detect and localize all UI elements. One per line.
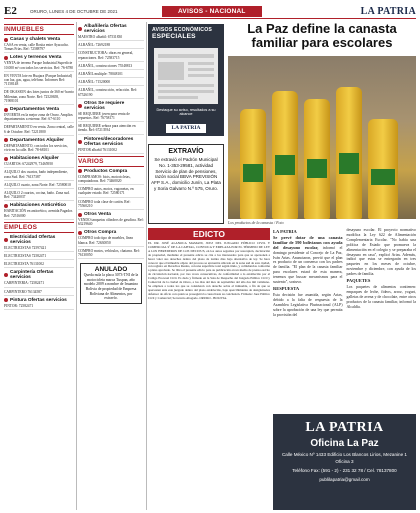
- classified-ad: ALQUILO cuarto, zona Norte. Ref: 72580010: [4, 183, 74, 189]
- article-headline: La Paz define la canasta familiar para escolares: [247, 21, 397, 50]
- subcategory-label: Departamentos Venta: [10, 107, 60, 113]
- classified-ad: HABITACIÓN en anticrético, avenida Pagador. Ref: 72516000: [4, 209, 74, 219]
- bullet-icon: [4, 204, 8, 208]
- category-header: VARIOS: [78, 156, 144, 167]
- article-text: informó el domingo presidente al Concejo de La Paz, Iván Arias. Anunciaron, previó que el plan es producto de un consenso con los padres de familia. "El plan de la canasta familiar para escolares estará de esta manera, tenemos que buscar mecanismos para el sustento", sostuvo.: [273, 245, 343, 285]
- office-logo: LA PATRIA: [305, 420, 384, 435]
- subcategory-header: [4, 138, 74, 143]
- classified-ad: COMPRO autos, motos, vagonetas, en cualquier estado. Ref: 72580171: [78, 187, 144, 197]
- oil-bottle-image: [336, 87, 362, 219]
- edicto-notice: [148, 228, 270, 510]
- subcategory-label: Lotes y terrenos Venta: [10, 55, 62, 61]
- subcategory-label: Pintores/decoradores Ofertas servicios: [84, 136, 134, 147]
- classified-ad: VENDO tanquetas cilindros de gasolina. Ref: 63219640: [78, 218, 144, 228]
- subcategory-label: Departamentos Alquiler: [10, 137, 64, 143]
- subcategory-header: [4, 37, 74, 42]
- subcategory-label: Habitaciones Anticrético: [10, 203, 67, 209]
- classified-ad: CONSTRUCTORA: obras en general, reparaciones. Ref: 72583715: [78, 51, 144, 61]
- office-phone: Teléfono Fax: (591 - 2) - 231 32 78 / Cel. 78137800: [292, 468, 397, 473]
- subcategory-label: Productos Compra: [84, 168, 128, 174]
- classified-ad: COMPRO todo tipo de muebles, línea blanca. Ref: 72630050: [78, 236, 144, 246]
- subcategory-label: Casas y chalets Venta: [10, 37, 61, 42]
- subcategory-label: Habitaciones Alquiler: [10, 156, 59, 162]
- classifieds-column-1: [4, 22, 74, 510]
- extravio-notice: [148, 144, 224, 224]
- bullet-icon: [78, 213, 82, 217]
- classified-ad: ALQUILO 2 cuartos, cocina, baño. Zona sud. Ref: 73420037: [4, 191, 74, 201]
- page-number: E2: [4, 5, 17, 17]
- promo-line-1: AVISOS ECONÓMICOS: [152, 27, 213, 33]
- subcategory-label: Pintura Ofertas servicios: [10, 297, 67, 303]
- classified-ad: ELECTRICISTAS 72582471: [4, 254, 74, 260]
- classified-ad: INVIERTA en la mejor zona de Oruro. Amplios departamentos a estrenar. Ref: 67-6110: [4, 113, 74, 123]
- classified-ad: ALQUILO dos cuartos, baño independiente, zona Sud. Ref: 76137387: [4, 170, 74, 180]
- article-text: desayuno escolar. El proyecto normativo modifica la Ley 622 de Alimentación Complementaria Escolar. "No había una política de Estado que promueva la alimentación en el colegio y se preparaba el desayuno en casa", explicó Arias. Además, indicó que estas se entregarán en tres paquetes en los meses de octubre, noviembre y diciembre, con ayuda de los padres de familia.: [346, 228, 416, 277]
- bullet-icon: [78, 140, 82, 144]
- article-source: LA PATRIA: [273, 229, 297, 234]
- office-email: publilapatria@gmail.com: [319, 476, 370, 482]
- subcategory-header: [4, 203, 74, 208]
- subcategory-header: [78, 137, 144, 147]
- subcategory-header: [4, 55, 74, 60]
- classified-ad: PINTOR albañil 76131002: [78, 148, 144, 154]
- column-divider: [76, 22, 77, 510]
- article-lead: Se prevé dotar de una canasta familiar de 590 bolivianos con ayuda del desayuno escolar,: [273, 234, 343, 250]
- bullet-icon: [4, 298, 8, 302]
- subcategory-label: Otros Venta: [84, 212, 111, 218]
- bullet-icon: [4, 273, 8, 277]
- subcategory-label: Otros Se requiere servicios: [84, 100, 125, 111]
- section-label: AVISOS - NACIONAL: [162, 6, 262, 17]
- classified-ad: COMPRO motos, vehículos, chatarra. Ref: 76130050: [78, 249, 144, 259]
- classified-ad: COMPRO toda clase de cartón. Ref: 75560210: [78, 200, 144, 210]
- promo-caption: Destaque su aviso, resultados a su alcance: [156, 108, 216, 116]
- subcategory-label: Albañilería Ofertas servicios: [84, 24, 127, 34]
- subcategory-header: [78, 230, 144, 235]
- bullet-icon: [4, 38, 8, 42]
- classified-ad: CARPINTERO 76134587: [4, 290, 74, 296]
- article-text: Los paquetes de alimentos contienen: empaques de leche, fideos, arroz, yogurt, galletas de avena y de chocolate, entre otros productos de la canasta familiar, informó la Alcaldía.: [346, 284, 416, 309]
- edicto-title: EDICTO: [148, 228, 270, 240]
- oil-bottle-image: [368, 119, 398, 219]
- article-column-1: [273, 228, 343, 414]
- extravio-title: EXTRAVÍO: [168, 148, 204, 155]
- page-date: ORURO, LUNES 4 DE OCTUBRE DE 2021: [30, 8, 118, 14]
- column-divider: [146, 22, 147, 510]
- article-subhead: RESPUESTA: [273, 285, 300, 291]
- article-photo: [228, 56, 416, 219]
- bullet-icon: [78, 27, 82, 31]
- subcategory-header: [4, 235, 74, 245]
- classified-ad: CUARTOS: 67242979, 73465950: [4, 162, 74, 168]
- office-title: Oficina La Paz: [310, 438, 379, 449]
- classifieds-column-2: [78, 22, 144, 510]
- anulado-body: Queda nula la placa 3073-TNI de la motocicleta marca Tuxpan, año modelo 2009 a nombre de Irsumino Bolivia de propiedad de Empresa Boliviana de Alimentos, por extravío.: [83, 273, 139, 301]
- classifieds-promo: [148, 24, 224, 136]
- classified-ad: CARPINTERIA: 72582471: [4, 281, 74, 287]
- classified-ad: VENTA de terreno Parque Industrial Superficie 10.000 m² con todos los servicios. Ref: 76-6780: [4, 61, 74, 71]
- bullet-icon: [78, 231, 82, 235]
- bullet-icon: [4, 238, 8, 242]
- classified-ad: ALBAÑIL: 72692188: [78, 43, 144, 49]
- subcategory-header: [78, 212, 144, 217]
- bullet-icon: [78, 169, 82, 173]
- classified-ad: ALBAÑIL multiple: 78048101: [78, 72, 144, 78]
- classified-ad: SE REQUIERE joven para venta de repuestos. Ref: 76758171: [78, 112, 144, 122]
- edicto-text: EL DR. JOSÉ ALANOCA MAMANI, JUEZ DEL JUZGADO PÚBLICO CIVIL Y COMERCIAL 9º DE LA CAPITAL, CONVOCA Y EMPLAZA POR EL TÉRMINO DE LEY A LOS HEREDEROS DE LOS DECUJUS, en los autos seguidos por usucapión, declaración de propiedad, mediante el presente edicto se cita a los interesados para que se apersonen a hacer valer sus derechos dentro del plazo de treinta días bajo alternativa de ley. Se hace conocer que el inmueble objeto del proceso se encuentra ubicado en la zona sud de esta ciudad, con registro en Derechos Reales, con una superficie total según título, y colindancias conforme a plano aprobado. Se libra el presente edicto para su publicación en un medio de prensa escrito de circulación nacional, por tres veces consecutivas, de conformidad a lo establecido por el Código Procesal Civil. Es dado y firmado en la Sala de Despacho del Juzgado Público Civil y Comercial de la ciudad de Oruro, a los días del mes de septiembre del año dos mil veintiuno. Se emplaza a todos los que se consideren con derecho sobre el inmueble, a fin de que se apersonen ante este juzgado dentro del plazo establecido, bajo apercibimiento de designárseles defensor de oficio con quien se proseguirá la causa hasta su conclusión. Firmado: Juez Público Civil y Comercial; Secretario Abogado. ORURO - BOLIVIA.: [148, 241, 270, 300]
- classified-ad: DEPARTAMENTO en venta. Zona central, calle 6 de Octubre. Ref: 72211800: [4, 125, 74, 135]
- classified-ad: SE REQUIERE señora para atención en tienda. Ref: 67213934: [78, 124, 144, 134]
- bullet-icon: [4, 56, 8, 60]
- office-address: Calle México Nº 1433 Edificio Los Blancos Lirios, Mezanine 1 Oficina 3: [281, 452, 407, 464]
- classified-ad: COMPRAMOS: bicis, motocicletas, computadoras. Ref: 73460020: [78, 175, 144, 185]
- article-text: Esta decisión fue asumida, según Arias, debido a la falta de respuesta de la Asamblea Legislativa Plurinacional (ALP) sobre la aprobación de una ley que permita la provisión del: [273, 292, 343, 317]
- photo-caption: Los productos de la canasta / Foto: [228, 220, 284, 225]
- promo-brand-logo: LA PATRIA: [166, 124, 206, 133]
- classified-ad: PINTOR: 72582471: [4, 304, 74, 310]
- classified-ad: ELECTRICISTAS 72597421: [4, 246, 74, 252]
- classified-ad: DE OKASION dos lotes juntos de 360 m² barrio Mileniun, zona Norte. Ref: 72520658, 71908101: [4, 90, 74, 105]
- promo-line-2: ESPECIALES: [152, 33, 196, 40]
- oil-bottle-image: [304, 99, 330, 219]
- classified-ad: ALBAÑIL, construcciones 75548813: [78, 64, 144, 70]
- article-body: [273, 228, 416, 414]
- page-header: [4, 4, 416, 19]
- extravio-body: Se extravió el Padrón Municipal No. 1-353-29581, actividad Servicio de plan de pensiones, razón social BBVA PREVISIÓN AFP S.A., domicilio Junín, La Plata y Soria Galvarro N.º 575, Oruro.: [151, 157, 221, 191]
- anulado-notice: [80, 263, 142, 304]
- subcategory-label: Otros Compra: [84, 230, 117, 236]
- bullet-icon: [4, 108, 8, 112]
- subcategory-header: [78, 169, 144, 174]
- category-header: EMPLEOS: [4, 222, 74, 233]
- article-column-2: [347, 228, 417, 414]
- newspaper-logo: LA PATRIA: [360, 5, 416, 17]
- newspaper-image-icon: [154, 48, 218, 104]
- article-subhead: PAQUETES: [346, 278, 371, 284]
- classified-ad: CASA en venta, calle Rosita entre Ayacucho. Tomas Frías. Ref: 72588797: [4, 43, 74, 53]
- classified-ad: ELECTRICISTA 76131002: [4, 262, 74, 268]
- oil-bottle-image: [240, 109, 266, 219]
- subcategory-header: [4, 270, 74, 280]
- subcategory-header: [78, 24, 144, 34]
- bullet-icon: [4, 138, 8, 142]
- category-header: INMUEBLES: [4, 24, 74, 35]
- classified-ad: EN VENTA lote en Huajara (Parque Industrial) con luz, gas, agua, teléfono. Informes Ref: 71158148: [4, 74, 74, 89]
- office-contact-box: [273, 414, 416, 510]
- oil-bottle-image: [272, 91, 298, 219]
- subcategory-header: [4, 107, 74, 112]
- subcategory-header: [78, 101, 144, 111]
- classified-ad: ALBAÑIL, construcción, refacción. Ref: 67526190: [78, 88, 144, 98]
- bullet-icon: [78, 104, 82, 108]
- classified-ad: DEPARTAMENTO, con todos los servicios, vivir en la calle. Ref: 78-68101: [4, 144, 74, 154]
- subcategory-header: [4, 156, 74, 161]
- subcategory-header: [4, 298, 74, 303]
- classified-ad: ALBAÑIL: 71520000: [78, 80, 144, 86]
- bullet-icon: [4, 157, 8, 161]
- subcategory-label: Electricidad Ofertas servicios: [10, 234, 56, 245]
- anulado-title: ANULADO: [94, 266, 128, 274]
- classified-ad: MAESTRO albañil: 67531830: [78, 35, 144, 41]
- subcategory-label: Carpintería Ofertas servicios: [10, 270, 54, 281]
